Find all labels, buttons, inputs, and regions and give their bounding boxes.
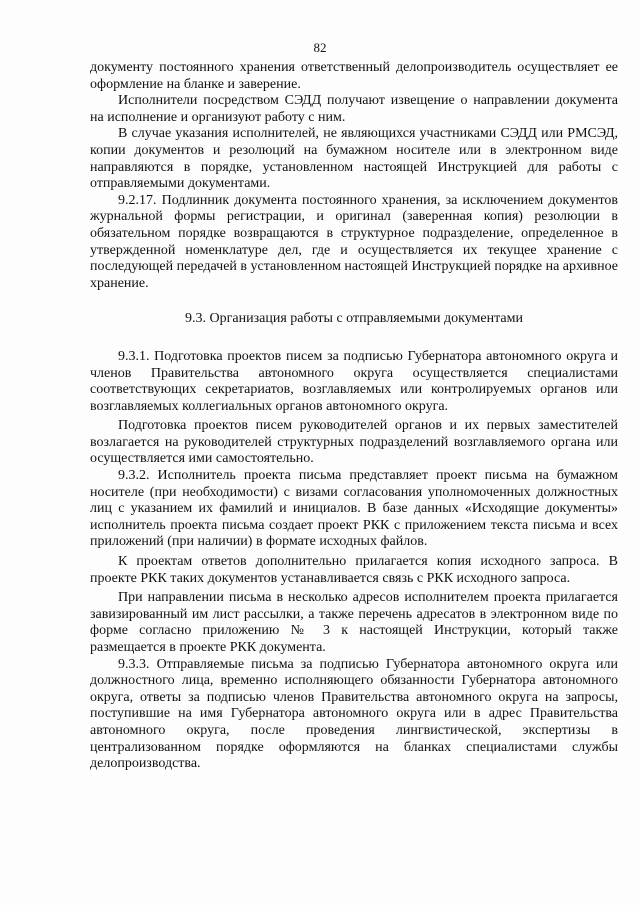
- paragraph: 9.2.17. Подлинник документа постоянного хранения, за исключением документов журнальной формы регистрации, и оригинал (заверенная копия) резолюции в обязательном порядке возвращаются в структурное подразделение, определенное в утвержденной номенклатуре дел, где и осуществляется их текущее хранение с последующей передачей в установленном настоящей Инструкцией порядке на архивное хранение.: [90, 192, 618, 291]
- paragraph: Исполнители посредством СЭДД получают извещение о направлении документа на исполнение и организуют работу с ним.: [90, 93, 618, 125]
- page-content: [90, 60, 618, 773]
- paragraph: К проектам ответов дополнительно прилагается копия исходного запроса. В проекте РКК таких документов устанавливается связь с РКК исходного запроса.: [90, 554, 618, 586]
- page-number: 82: [313, 40, 327, 55]
- paragraph: 9.3.1. Подготовка проектов писем за подписью Губернатора автономного округа и членов Правительства автономного округа осуществляется специалистами соответствующих секретариатов, возглавляемых или контролируемых органов или возглавляемых коллегиальных органов автономного округа.: [90, 348, 618, 414]
- paragraph: документу постоянного хранения ответственный делопроизводитель осуществляет ее оформление на бланке и заверение.: [90, 60, 618, 92]
- paragraph: 9.3.3. Отправляемые письма за подписью Губернатора автономного округа или должностного лица, временно исполняющего обязанности Губернатора автономного округа, ответы за подписью членов Правительства автономного округа на запросы, поступившие на имя Губернатора автономного округа или в адрес Правительства автономного округа, после проведения лингвистической, экспертизы в централизованном порядке оформляются на бланках специалистами службы делопроизводства.: [90, 656, 618, 772]
- paragraph: Подготовка проектов писем руководителей органов и их первых заместителей возлагается на руководителей структурных подразделений возглавляемого органа или осуществляется ими самостоятельно.: [90, 418, 618, 467]
- paragraph: 9.3.2. Исполнитель проекта письма представляет проект письма на бумажном носителе (при необходимости) с визами согласования уполномоченных должностных лиц с указанием их фамилий и инициалов. В базе данных «Исходящие документы» исполнитель проекта письма создает проект РКК с приложением текста письма и всех приложений (при наличии) в формате исходных файлов.: [90, 468, 618, 550]
- paragraph: В случае указания исполнителей, не являющихся участниками СЭДД или РМСЭД, копии документов и резолюций на бумажном носителе или в электронном виде направляются в порядке, установленном настоящей Инструкцией для работы с отправляемыми документами.: [90, 126, 618, 192]
- section-heading: 9.3. Организация работы с отправляемыми документами: [185, 311, 523, 327]
- paragraph: При направлении письма в несколько адресов исполнителем проекта прилагается завизированный им лист рассылки, а также перечень адресатов в электронном виде по форме согласно приложению № 3 к настоящей Инструкции, который также размещается в проекте РКК документа.: [90, 590, 618, 655]
